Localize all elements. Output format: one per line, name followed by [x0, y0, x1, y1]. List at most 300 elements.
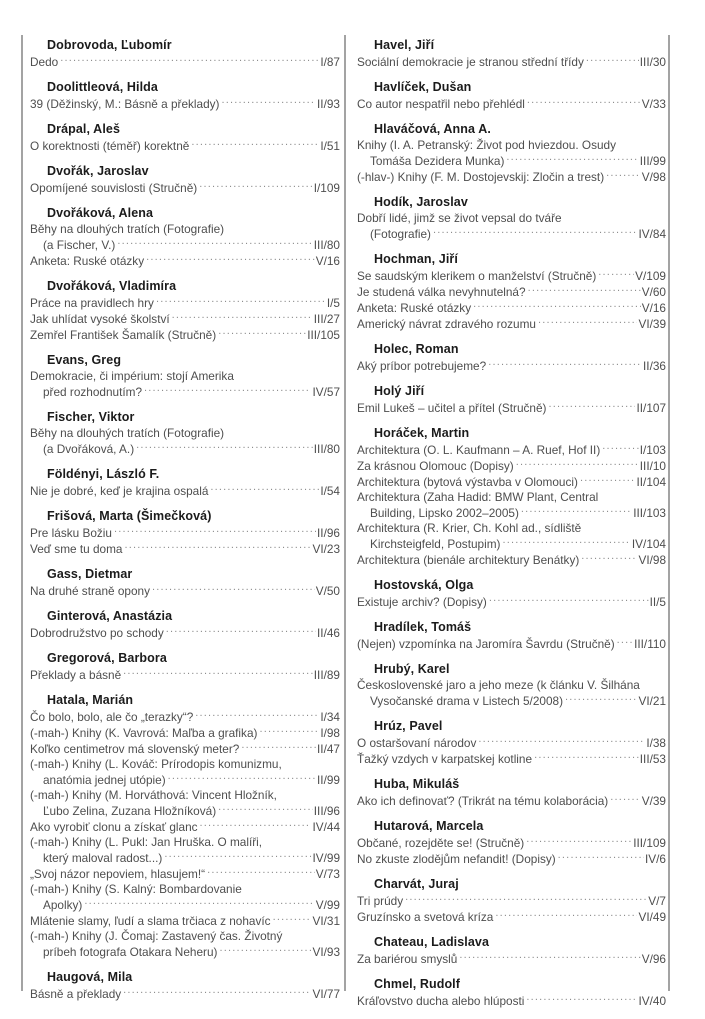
entry-title-text: Běhy na dlouhých tratích (Fotografie) [30, 222, 225, 236]
issue-page-ref: III/110 [634, 637, 666, 651]
entry-title-text: Emil Lukeš – učitel a přítel (Stručně) [357, 401, 547, 415]
index-section [357, 426, 666, 568]
dot-leader [165, 625, 316, 637]
index-entry-line [357, 211, 666, 226]
dot-leader [515, 458, 639, 470]
dot-leader [605, 169, 641, 181]
dot-leader [116, 237, 312, 249]
issue-page-ref: VI/77 [312, 987, 340, 1001]
issue-page-ref: III/27 [313, 312, 340, 326]
index-entry-line [30, 709, 340, 725]
entry-title-text: Za krásnou Olomouc (Dopisy) [357, 459, 514, 473]
index-section [357, 80, 666, 112]
issue-page-ref: II/46 [317, 626, 340, 640]
issue-page-ref: I/34 [320, 710, 340, 724]
author-name: Chmel, Rudolf [374, 977, 461, 991]
index-entry-line [357, 153, 666, 169]
entry-title-text: Práce na pravidlech hry [30, 296, 154, 310]
dot-leader [167, 772, 316, 784]
issue-page-ref: VI/98 [638, 553, 666, 567]
author-name: Holec, Roman [374, 342, 459, 356]
author-name: Hodík, Jaroslav [374, 195, 468, 209]
entry-title-text: Opomíjené souvislosti (Stručně) [30, 181, 198, 195]
dot-leader [580, 552, 637, 564]
index-section [357, 977, 666, 1009]
index-entry-line [357, 138, 666, 153]
entry-title-text: Ľubo Zelina, Zuzana Hložníková) [43, 804, 217, 818]
entry-title-text: Občané, rozejděte se! (Stručně) [357, 836, 525, 850]
index-entry-line [357, 358, 666, 374]
entry-title-text: Building, Lipsko 2002–2005) [370, 506, 519, 520]
index-section [30, 410, 340, 457]
index-section [357, 777, 666, 809]
dot-leader [616, 636, 633, 648]
issue-page-ref: VI/49 [638, 910, 666, 924]
index-section [357, 252, 666, 332]
dot-leader [83, 897, 314, 909]
dot-leader [404, 893, 647, 905]
entry-title-text: Existuje archiv? (Dopisy) [357, 595, 487, 609]
dot-leader [163, 850, 311, 862]
index-entry-line [30, 369, 340, 384]
issue-page-ref: III/96 [313, 804, 340, 818]
entry-title-text: Za bariérou smyslů [357, 952, 458, 966]
index-entry-line [30, 850, 340, 866]
issue-page-ref: V/60 [641, 285, 666, 299]
entry-title-text: Mlátenie slamy, ľudí a slama trčiaca z nohavíc [30, 914, 271, 928]
issue-page-ref: II/99 [317, 773, 340, 787]
issue-page-ref: II/36 [643, 359, 666, 373]
dot-leader [145, 253, 315, 265]
entry-title-text: (a Fischer, V.) [43, 238, 116, 252]
index-entry-line [30, 757, 340, 772]
index-entry-line [357, 735, 666, 751]
dot-leader [432, 226, 637, 238]
issue-page-ref: VI/21 [638, 694, 666, 708]
dot-leader [525, 835, 632, 847]
issue-page-ref: IV/57 [312, 385, 340, 399]
dot-leader [458, 951, 640, 963]
issue-page-ref: V/16 [641, 301, 666, 315]
dot-leader [217, 803, 313, 815]
index-section [357, 935, 666, 967]
dot-leader [206, 866, 315, 878]
dot-leader [220, 96, 316, 108]
index-entry-line [357, 490, 666, 505]
entry-title-text: Knihy (I. A. Petranský: Život pod hviezdou. Osudy [357, 138, 617, 152]
issue-page-ref: III/99 [639, 154, 666, 168]
page-rule-right [668, 35, 670, 991]
author-name: Ginterová, Anastázia [47, 609, 173, 623]
index-entry-line [357, 909, 666, 925]
dot-leader [218, 944, 311, 956]
entry-title-text: Architektura (bytová výstavba v Olomouci) [357, 475, 578, 489]
dot-leader [501, 536, 630, 548]
issue-page-ref: III/105 [307, 328, 340, 342]
entry-title-text: Co autor nespatřil nebo přehlédl [357, 97, 525, 111]
dot-leader [194, 709, 319, 721]
issue-page-ref: V/16 [315, 254, 340, 268]
entry-title-text: (-hlav-) Knihy (F. M. Dostojevskij: Zločin a trest) [357, 170, 605, 184]
issue-page-ref: V/96 [641, 952, 666, 966]
issue-page-ref: II/93 [317, 97, 340, 111]
entry-title-text: 39 (Děžinský, M.: Básně a překlady) [30, 97, 220, 111]
entry-title-text: Básně a překlady [30, 987, 122, 1001]
entry-title-text: Apolky) [43, 898, 83, 912]
entry-title-text: Dedo [30, 55, 59, 69]
issue-page-ref: VI/39 [638, 317, 666, 331]
dot-leader [122, 667, 313, 679]
dot-leader [209, 483, 319, 495]
entry-title-text: Se saudským klerikem o manželství (Stručně) [357, 269, 597, 283]
entry-title-text: Na druhé straně opony [30, 584, 151, 598]
dot-leader [217, 327, 306, 339]
issue-page-ref: V/73 [315, 867, 340, 881]
entry-title-text: Tomáša Dezidera Munka) [370, 154, 505, 168]
index-entry-line [30, 483, 340, 499]
index-entry-line [357, 268, 666, 284]
index-entry-line [30, 667, 340, 683]
index-entry-line [30, 583, 340, 599]
entry-title-text: Čo bolo, bolo, ale čo „terazky“? [30, 710, 194, 724]
index-section [357, 620, 666, 652]
index-section [357, 122, 666, 185]
index-entry-line [357, 284, 666, 300]
index-section [30, 693, 340, 960]
issue-page-ref: I/103 [639, 443, 666, 457]
entry-title-text: O korektnosti (téměř) korektně [30, 139, 190, 153]
author-name: Havlíček, Dušan [374, 80, 472, 94]
index-entry-line [30, 311, 340, 327]
author-name: Huba, Mikuláš [374, 777, 460, 791]
author-name: Dvořáková, Vladimíra [47, 279, 177, 293]
issue-page-ref: I/54 [320, 484, 340, 498]
index-section [30, 353, 340, 400]
index-page-body [30, 38, 666, 1019]
index-entry-line [30, 180, 340, 196]
issue-page-ref: I/87 [320, 55, 340, 69]
index-section [30, 609, 340, 641]
dot-leader [472, 300, 641, 312]
dot-leader [488, 594, 649, 606]
index-section [357, 819, 666, 867]
entry-title-text: Kráľovstvo ducha alebo hlúposti [357, 994, 525, 1008]
dot-leader [597, 268, 634, 280]
issue-page-ref: V/39 [641, 794, 666, 808]
index-entry-line [30, 253, 340, 269]
index-entry-line [30, 222, 340, 237]
index-section [30, 567, 340, 599]
entry-title-text: Dobrodružstvo po schody [30, 626, 164, 640]
author-name: Gregorová, Barbora [47, 651, 167, 665]
issue-page-ref: III/103 [633, 506, 666, 520]
index-entry-line [30, 819, 340, 835]
dot-leader [151, 583, 315, 595]
entry-title-text: (a Dvořáková, A.) [43, 442, 135, 456]
dot-leader [526, 96, 641, 108]
dot-leader [579, 474, 636, 486]
author-name: Fischer, Viktor [47, 410, 135, 424]
issue-page-ref: III/10 [639, 459, 666, 473]
issue-page-ref: V/99 [315, 898, 340, 912]
dot-leader [240, 741, 316, 753]
index-entry-line [357, 96, 666, 112]
issue-page-ref: II/47 [317, 742, 340, 756]
author-name: Evans, Greg [47, 353, 122, 367]
index-section [357, 342, 666, 374]
index-entry-line [30, 441, 340, 457]
entry-title-text: Ako ich definovať? (Trikrát na tému kolaborácia) [357, 794, 609, 808]
issue-page-ref: IV/84 [638, 227, 666, 241]
issue-page-ref: II/107 [636, 401, 666, 415]
entry-title-text: Gruzínsko a svetová kríza [357, 910, 494, 924]
index-section [30, 467, 340, 499]
issue-page-ref: I/5 [326, 296, 340, 310]
dot-leader [135, 441, 313, 453]
entry-title-text: Jak uhlídat vysoké školství [30, 312, 170, 326]
index-entry-line [30, 913, 340, 929]
entry-title-text: Sociální demokracie je stranou střední třídy [357, 55, 584, 69]
author-name: Gass, Dietmar [47, 567, 133, 581]
issue-page-ref: V/7 [648, 894, 666, 908]
index-entry-line [30, 525, 340, 541]
entry-title-text: Veď sme tu doma [30, 542, 123, 556]
author-name: Frišová, Marta (Šimečková) [47, 509, 212, 523]
issue-page-ref: III/30 [639, 55, 666, 69]
author-name: Havel, Jiří [374, 38, 435, 52]
index-section [30, 279, 340, 343]
index-entry-line [30, 541, 340, 557]
index-entry-line [30, 625, 340, 641]
entry-title-text: O ostaršovaní národov [357, 736, 477, 750]
index-entry-line [30, 237, 340, 253]
entry-title-text: Aký príbor potrebujeme? [357, 359, 487, 373]
entry-title-text: Je studená válka nevyhnutelná? [357, 285, 526, 299]
index-entry-line [30, 138, 340, 154]
index-entry-line [357, 300, 666, 316]
entry-title-text: anatómia jednej utópie) [43, 773, 166, 787]
author-name: Chateau, Ladislava [374, 935, 490, 949]
dot-leader [487, 358, 642, 370]
index-entry-line [30, 327, 340, 343]
dot-leader [585, 54, 639, 66]
dot-leader [143, 384, 311, 396]
index-entry-line [357, 951, 666, 967]
author-name: Hutarová, Marcela [374, 819, 484, 833]
dot-leader [547, 400, 635, 412]
entry-title-text: Nie je dobré, keď je krajina ospalá [30, 484, 209, 498]
index-section [357, 578, 666, 610]
index-entry-line [30, 929, 340, 944]
author-name: Charvát, Juraj [374, 877, 459, 891]
dot-leader [609, 793, 641, 805]
index-entry-line [30, 803, 340, 819]
entry-title-text: Dobří lidé, jimž se život vepsal do tváře [357, 211, 562, 225]
entry-title-text: Anketa: Ruské otázky [30, 254, 145, 268]
entry-title-text: Ako vyrobiť clonu a získať glanc [30, 820, 198, 834]
index-section [30, 164, 340, 196]
issue-page-ref: I/98 [320, 726, 340, 740]
index-section [30, 651, 340, 683]
dot-leader [564, 693, 637, 705]
index-entry-line [357, 678, 666, 693]
dot-leader [533, 751, 639, 763]
entry-title-text: „Svoj názor nepoviem, hlasujem!“ [30, 867, 206, 881]
index-entry-line [357, 169, 666, 185]
index-entry-line [357, 993, 666, 1009]
issue-page-ref: III/80 [313, 238, 340, 252]
entry-title-text: Architektura (O. L. Kaufmann – A. Ruef, Hof II) [357, 443, 601, 457]
author-name: Földényi, László F. [47, 467, 160, 481]
index-section [357, 38, 666, 70]
index-entry-line [30, 944, 340, 960]
index-entry-line [357, 552, 666, 568]
index-section [357, 719, 666, 767]
dot-leader [525, 993, 637, 1005]
issue-page-ref: IV/99 [312, 851, 340, 865]
entry-title-text: (-mah-) Knihy (K. Vavrová: Maľba a grafika) [30, 726, 258, 740]
issue-page-ref: V/98 [641, 170, 666, 184]
author-name: Dvořák, Jaroslav [47, 164, 149, 178]
index-entry-line [30, 426, 340, 441]
entry-title-text: Architektura (bienále architektury Benátky) [357, 553, 580, 567]
index-entry-line [30, 725, 340, 741]
entry-title-text: (-mah-) Knihy (L. Kováč: Prírodopis komunizmu, [30, 757, 282, 771]
author-name: Hradílek, Tomáš [374, 620, 472, 634]
index-entry-line [30, 835, 340, 850]
dot-leader [171, 311, 313, 323]
entry-title-text: Vysočanské drama v Listech 5/2008) [370, 694, 564, 708]
author-name: Hlaváčová, Anna A. [374, 122, 491, 136]
index-entry-line [357, 636, 666, 652]
entry-title-text: Architektura (Zaha Hadid: BMW Plant, Central [357, 490, 599, 504]
author-name: Hatala, Marián [47, 693, 134, 707]
entry-title-text: Anketa: Ruské otázky [357, 301, 472, 315]
author-name: Drápal, Aleš [47, 122, 120, 136]
index-section [357, 662, 666, 709]
issue-page-ref: II/104 [636, 475, 666, 489]
index-entry-line [357, 793, 666, 809]
entry-title-text: (Nejen) vzpomínka na Jaromíra Šavrdu (Stručně) [357, 637, 615, 651]
index-entry-line [357, 442, 666, 458]
index-section [30, 38, 340, 70]
issue-page-ref: III/89 [313, 668, 340, 682]
issue-page-ref: IV/40 [638, 994, 666, 1008]
issue-page-ref: IV/104 [631, 537, 666, 551]
entry-title-text: Pre lásku Božiu [30, 526, 112, 540]
issue-page-ref: IV/44 [312, 820, 340, 834]
index-entry-line [30, 882, 340, 897]
dot-leader [272, 913, 312, 925]
author-name: Dvořáková, Alena [47, 206, 154, 220]
dot-leader [258, 725, 319, 737]
issue-page-ref: III/80 [313, 442, 340, 456]
issue-page-ref: VI/23 [312, 542, 340, 556]
dot-leader [520, 505, 632, 517]
entry-title-text: (-mah-) Knihy (M. Horváthová: Vincent Hložník, [30, 788, 277, 802]
index-entry-line [357, 835, 666, 851]
index-column-left [30, 38, 340, 1019]
entry-title-text: Československé jaro a jeho meze (k článku V. Šilhána [357, 678, 640, 692]
dot-leader [190, 138, 319, 150]
author-name: Dobrovoda, Ľubomír [47, 38, 172, 52]
issue-page-ref: V/109 [635, 269, 666, 283]
index-entry-line [30, 772, 340, 788]
issue-page-ref: III/53 [639, 752, 666, 766]
issue-page-ref: IV/6 [645, 852, 666, 866]
author-name: Hrúz, Pavel [374, 719, 443, 733]
index-entry-line [30, 897, 340, 913]
issue-page-ref: I/51 [320, 139, 340, 153]
dot-leader [494, 909, 637, 921]
index-entry-line [357, 521, 666, 536]
index-entry-line [30, 384, 340, 400]
dot-leader [122, 986, 311, 998]
entry-title-text: Kirchsteigfeld, Postupim) [370, 537, 501, 551]
issue-page-ref: II/96 [317, 526, 340, 540]
dot-leader [155, 295, 326, 307]
index-entry-line [357, 458, 666, 474]
index-entry-line [357, 594, 666, 610]
issue-page-ref: V/50 [315, 584, 340, 598]
author-name: Doolittleová, Hilda [47, 80, 158, 94]
dot-leader [59, 54, 319, 66]
index-entry-line [357, 316, 666, 332]
entry-title-text: před rozhodnutím? [43, 385, 143, 399]
dot-leader [124, 541, 312, 553]
index-entry-line [357, 400, 666, 416]
author-name: Holý Jiří [374, 384, 425, 398]
entry-title-text: (-mah-) Knihy (J. Čomaj: Zastavený čas. Životný [30, 929, 283, 943]
issue-page-ref: I/109 [313, 181, 340, 195]
index-entry-line [30, 866, 340, 882]
author-name: Hochman, Jiří [374, 252, 458, 266]
page-rule-left [21, 35, 23, 991]
issue-page-ref: VI/93 [312, 945, 340, 959]
dot-leader [199, 819, 312, 831]
entry-title-text: Koľko centimetrov má slovenský meter? [30, 742, 240, 756]
index-section [30, 206, 340, 269]
index-section [30, 970, 340, 1002]
index-entry-line [357, 474, 666, 490]
index-section [30, 509, 340, 557]
issue-page-ref: V/33 [641, 97, 666, 111]
index-section [357, 195, 666, 242]
index-entry-line [357, 693, 666, 709]
issue-page-ref: II/5 [649, 595, 666, 609]
entry-title-text: No zkuste zlodějům nefandit! (Dopisy) [357, 852, 556, 866]
entry-title-text: Americký návrat zdravého rozumu [357, 317, 536, 331]
dot-leader [601, 442, 638, 454]
dot-leader [527, 284, 641, 296]
issue-page-ref: III/109 [633, 836, 666, 850]
entry-title-text: Překlady a básně [30, 668, 122, 682]
index-entry-line [357, 851, 666, 867]
dot-leader [537, 316, 637, 328]
entry-title-text: Ťažký vzdych v karpatskej kotline [357, 752, 533, 766]
entry-title-text: Demokracie, či impérium: stojí Amerika [30, 369, 234, 383]
entry-title-text: (Fotografie) [370, 227, 431, 241]
index-entry-line [30, 788, 340, 803]
index-entry-line [30, 295, 340, 311]
index-entry-line [357, 226, 666, 242]
index-column-right [357, 38, 666, 1019]
index-section [357, 877, 666, 925]
dot-leader [198, 180, 313, 192]
index-entry-line [30, 96, 340, 112]
author-name: Horáček, Martin [374, 426, 470, 440]
entry-title-text: Tri prúdy [357, 894, 404, 908]
